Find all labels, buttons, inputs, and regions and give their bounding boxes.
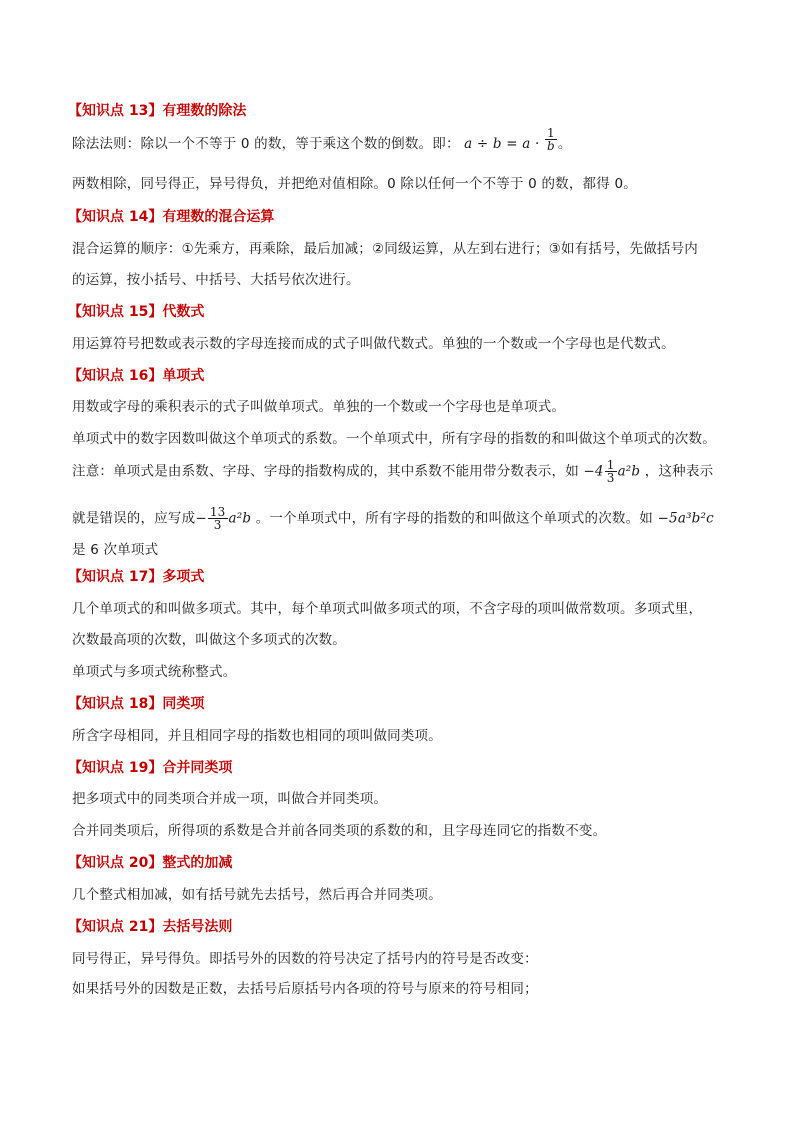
paragraph-monomial-note [72,459,713,484]
paragraph-monomial-coefficient: 单项式中的数字因数叫做这个单项式的系数。一个单项式中，所有字母的指数的和叫做这个单项式的次数。 [72,431,716,447]
mixed-number-whole: −4 [583,463,604,480]
paragraph-polynomial-1: 几个单项式的和叫做多项式。其中，每个单项式叫做多项式的项，不含字母的项叫做常数项。多项式里， [72,601,703,617]
text-degree-example: 。一个单项式中，所有字母的指数的和叫做这个单项式的次数。如 [255,510,654,527]
paragraph-monomial-def: 用数或字母的乘积表示的式子叫做单项式。单独的一个数或一个字母也是单项式。 [72,399,566,415]
heading-knowledge-19: 【知识点 19】合并同类项 [68,760,233,776]
heading-knowledge-16: 【知识点 16】单项式 [68,368,205,384]
paragraph-division-rule [72,125,572,154]
paragraph-division-sign-rule: 两数相除，同号得正，异号得负，并把绝对值相除。0 除以任何一个不等于 0 的数，都得 0。 [72,176,637,192]
paragraph-sixth-degree: 是 6 次单项式 [72,542,159,558]
paragraph-combine-1: 把多项式中的同类项合并成一项，叫做合并同类项。 [72,791,388,807]
monomial-variables: a²b [617,463,641,480]
heading-knowledge-13: 【知识点 13】有理数的除法 [68,103,247,119]
text-note: 注意：单项式是由系数、字母、字母的指数构成的，其中系数不能用带分数表示，如 [72,463,579,480]
fraction-denominator: b [546,138,555,153]
paragraph-bracket-rule-1: 同号得正，异号得负。即括号外的因数的符号决定了括号内的符号是否改变： [72,951,538,967]
paragraph-bracket-rule-2: 如果括号外的因数是正数，去括号后原括号内各项的符号与原来的符号相同； [72,981,538,997]
paragraph-combine-2: 合并同类项后，所得项的系数是合并前各同类项的系数的和，且字母连同它的指数不变。 [72,823,607,839]
paragraph-algebraic-expression: 用运算符号把数或表示数的字母连接而成的式子叫做代数式。单独的一个数或一个字母也是代数式。 [72,336,675,352]
heading-knowledge-20: 【知识点 20】整式的加减 [68,855,233,871]
paragraph-polynomial-2: 次数最高项的次数，叫做这个多项式的次数。 [72,632,346,648]
formula-division: a ÷ b = a · [464,136,540,152]
fraction-thirteen-thirds [208,506,228,531]
fraction-numerator: 13 [209,505,226,519]
text-division-rule: 除法法则：除以一个不等于 0 的数，等于乘这个数的倒数。即： [72,136,460,152]
heading-knowledge-18: 【知识点 18】同类项 [68,696,205,712]
paragraph-add-subtract: 几个整式相加减，如有括号就先去括号，然后再合并同类项。 [72,887,442,903]
paragraph-like-terms: 所含字母相同，并且相同字母的指数也相同的项叫做同类项。 [72,728,442,744]
text-wrong-form: ，这种表示 [644,463,714,480]
text-period: 。 [557,136,572,152]
heading-knowledge-21: 【知识点 21】去括号法则 [68,919,233,935]
heading-knowledge-14: 【知识点 14】有理数的混合运算 [68,209,275,225]
fraction-one-over-b [545,127,557,152]
fraction-numerator: 1 [606,458,615,472]
paragraph-integral-expression: 单项式与多项式统称整式。 [72,664,237,680]
monomial-variables: a²b [228,510,252,527]
heading-knowledge-15: 【知识点 15】代数式 [68,304,205,320]
paragraph-mixed-ops-1: 混合运算的顺序：①先乘方，再乘除，最后加减；②同级运算，从左到右进行；③如有括号，先做括号内 [72,241,699,257]
fraction-one-third [605,459,617,484]
heading-knowledge-17: 【知识点 17】多项式 [68,569,205,585]
monomial-example: −5a³b²c [657,510,714,527]
paragraph-monomial-correct [72,506,714,531]
fraction-numerator: 1 [545,127,557,140]
minus-sign: − [195,510,207,527]
paragraph-mixed-ops-2: 的运算，按小括号、中括号、大括号依次进行。 [72,272,360,288]
fraction-denominator: 3 [606,471,615,485]
text-correct-form: 就是错误的，应写成 [72,510,196,527]
fraction-denominator: 3 [213,518,222,532]
